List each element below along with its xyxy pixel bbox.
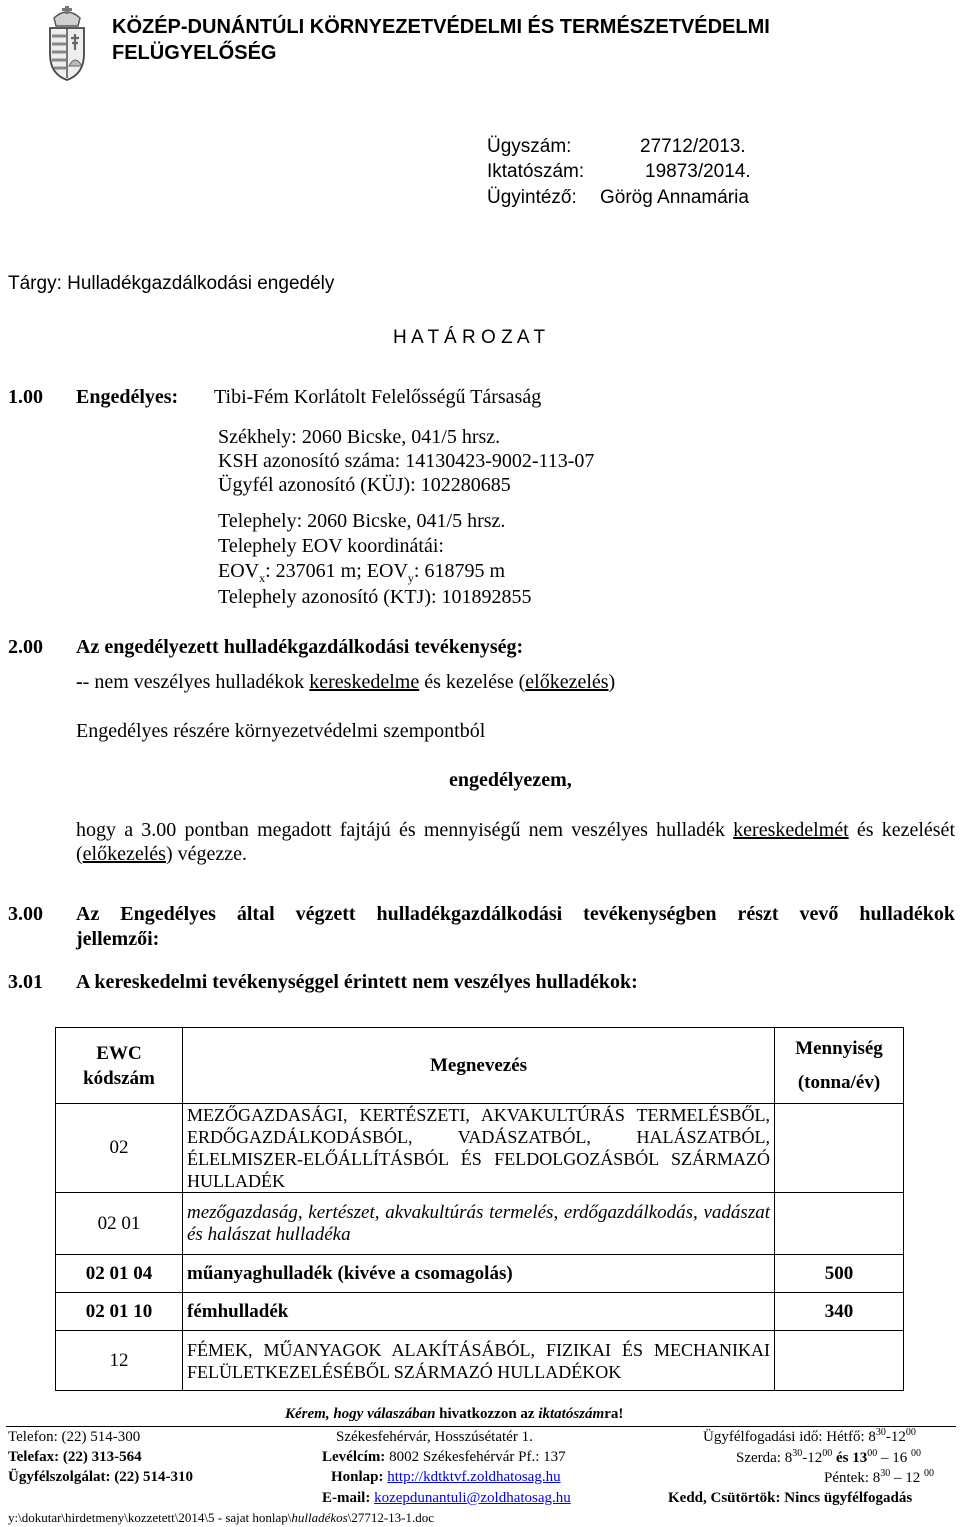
row-qty: 340: [775, 1293, 904, 1331]
email-link[interactable]: kozepdunantuli@zoldhatosag.hu: [374, 1490, 571, 1506]
header-name: Megnevezés: [183, 1028, 775, 1104]
file-path: y:\dokutar\hirdetmeny\kozzetett\2014\5 - sajat honlap\hulladékos\27712-13-1.doc: [8, 1510, 435, 1525]
coat-of-arms-icon: [44, 4, 90, 82]
company-name: Tibi-Fém Korlátolt Felelősségű Társaság: [214, 386, 542, 408]
row-qty: 500: [775, 1255, 904, 1293]
row-name: fémhulladék: [183, 1293, 775, 1331]
table-row: [56, 1331, 904, 1391]
waste-table: [55, 1027, 904, 1391]
hours-friday: Péntek: $8^{30} - 12$ $^{00}$: [824, 1468, 934, 1486]
table-header-row: [56, 1028, 904, 1104]
header-qty: Mennyiség (tonna/év): [775, 1028, 904, 1104]
org-title: KÖZÉP-DUNÁNTÚLI KÖRNYEZETVÉDELMI ÉS TERMÉSZETVÉDELMI FELÜGYELŐSÉG: [112, 16, 770, 64]
section3-title-line2: jellemzői:: [76, 928, 160, 950]
row-code: 02 01 10: [56, 1293, 183, 1331]
iktatoszam-value: 19873/2014.: [645, 161, 751, 182]
section2-number: 2.00: [8, 636, 43, 658]
footer-mail: Levélcím: 8002 Székesfehérvár Pf.: 137: [322, 1449, 566, 1465]
footer-address: Székesfehérvár, Hosszúsétatér 1.: [336, 1429, 533, 1445]
section1-number: 1.00: [8, 386, 43, 408]
header-code: EWC kódszám: [56, 1028, 183, 1104]
permit-scope: hogy a 3.00 pontban megadott fajtájú és mennyiségű nem veszélyes hulladék kereskedelmét és kezelését (előkezelés) végezze.: [76, 819, 955, 865]
website-link[interactable]: http://kdtktvf.zoldhatosag.hu: [387, 1469, 561, 1485]
row-qty: [775, 1193, 904, 1255]
footer-web: Honlap: http://kdtktvf.zoldhatosag.hu: [331, 1469, 561, 1485]
section2-title: Az engedélyezett hulladékgazdálkodási tevékenység:: [76, 636, 524, 658]
section301-number: 3.01: [8, 971, 43, 993]
activity-line: -- nem veszélyes hulladékok kereskedelme és kezelése (előkezelés): [76, 671, 616, 693]
row-name: mezőgazdaság, kertészet, akvakultúrás termelés, erdőgazdálkodás, vadászat és halászat hulladéka: [183, 1193, 775, 1255]
section3-number: 3.00: [8, 903, 43, 925]
table-row: [56, 1104, 904, 1193]
permit-word: engedélyezem,: [449, 769, 572, 791]
ksh-line: KSH azonosító száma: 14130423-9002-113-07: [218, 450, 595, 472]
footer-email: E-mail: kozepdunantuli@zoldhatosag.hu: [322, 1490, 571, 1506]
row-qty: [775, 1104, 904, 1193]
row-qty: [775, 1331, 904, 1391]
table-row: [56, 1293, 904, 1331]
hours-monday: Ügyfélfogadási idő: Hétfő: $8^{30}-12^{00}$: [703, 1427, 916, 1445]
row-code: 02 01 04: [56, 1255, 183, 1293]
row-code: 12: [56, 1331, 183, 1391]
row-name: FÉMEK, MŰANYAGOK ALAKÍTÁSÁBÓL, FIZIKAI ÉS MECHANIKAI FELÜLETKEZELÉSÉBŐL SZÁRMAZÓ HULLADÉKOK: [183, 1331, 775, 1391]
section1-label: Engedélyes:: [76, 386, 179, 408]
decision-title: H A T Á R O Z A T: [393, 327, 546, 348]
subject-line: Tárgy: Hulladékgazdálkodási engedély: [8, 273, 335, 294]
row-name: műanyaghulladék (kivéve a csomagolás): [183, 1255, 775, 1293]
hours-closed: Kedd, Csütörtök: Nincs ügyfélfogadás: [668, 1490, 913, 1506]
section301-title: A kereskedelmi tevékenységgel érintett nem veszélyes hulladékok:: [76, 971, 638, 993]
footer-phone: Telefon: (22) 514-300: [8, 1429, 141, 1445]
ugyintezo-value: Görög Annamária: [600, 187, 749, 208]
table-row: [56, 1193, 904, 1255]
ugyintezo-label: Ügyintéző:: [487, 187, 577, 208]
kuj-line: Ügyfél azonosító (KÜJ): 102280685: [218, 474, 511, 496]
footer-fax: Telefax: (22) 313-564: [8, 1449, 142, 1465]
section3-title-line1: Az Engedélyes által végzett hulladékgazdálkodási tevékenységben részt vevő hulladékok: [76, 903, 955, 925]
ugyszam-label: Ügyszám:: [487, 136, 572, 157]
eov-heading: Telephely EOV koordinátái:: [218, 535, 444, 557]
reply-note: Kérem, hogy válaszában hivatkozzon az iktatószámra!: [285, 1406, 624, 1422]
hours-wednesday: Szerda: $8^{30}-12^{00}$ és $13^{00} - 16$ $^{00}$: [736, 1448, 921, 1466]
row-code: 02 01: [56, 1193, 183, 1255]
row-code: 02: [56, 1104, 183, 1193]
iktatoszam-label: Iktatószám:: [487, 161, 585, 182]
site-line: Telephely: 2060 Bicske, 041/5 hrsz.: [218, 510, 506, 532]
footer-service: Ügyfélszolgálat: (22) 514-310: [8, 1469, 193, 1485]
permit-intro: Engedélyes részére környezetvédelmi szempontból: [76, 720, 486, 742]
table-row: [56, 1255, 904, 1293]
ugyszam-value: 27712/2013.: [640, 136, 746, 157]
ktj-line: Telephely azonosító (KTJ): 101892855: [218, 586, 532, 608]
row-name: MEZŐGAZDASÁGI, KERTÉSZETI, AKVAKULTÚRÁS TERMELÉSBŐL, ERDŐGAZDÁLKODÁSBÓL, VADÁSZATBÓL, HALÁSZATBÓL, ÉLELMISZER-ELŐÁLLÍTÁSBÓL ÉS FELDOLGOZÁSBÓL SZÁRMAZÓ HULLADÉK: [183, 1104, 775, 1193]
seat-line: Székhely: 2060 Bicske, 041/5 hrsz.: [218, 426, 501, 448]
eov-coordinates: $EOV_x$: 237061 m; $EOV_y$: 618795 m: [218, 560, 506, 585]
